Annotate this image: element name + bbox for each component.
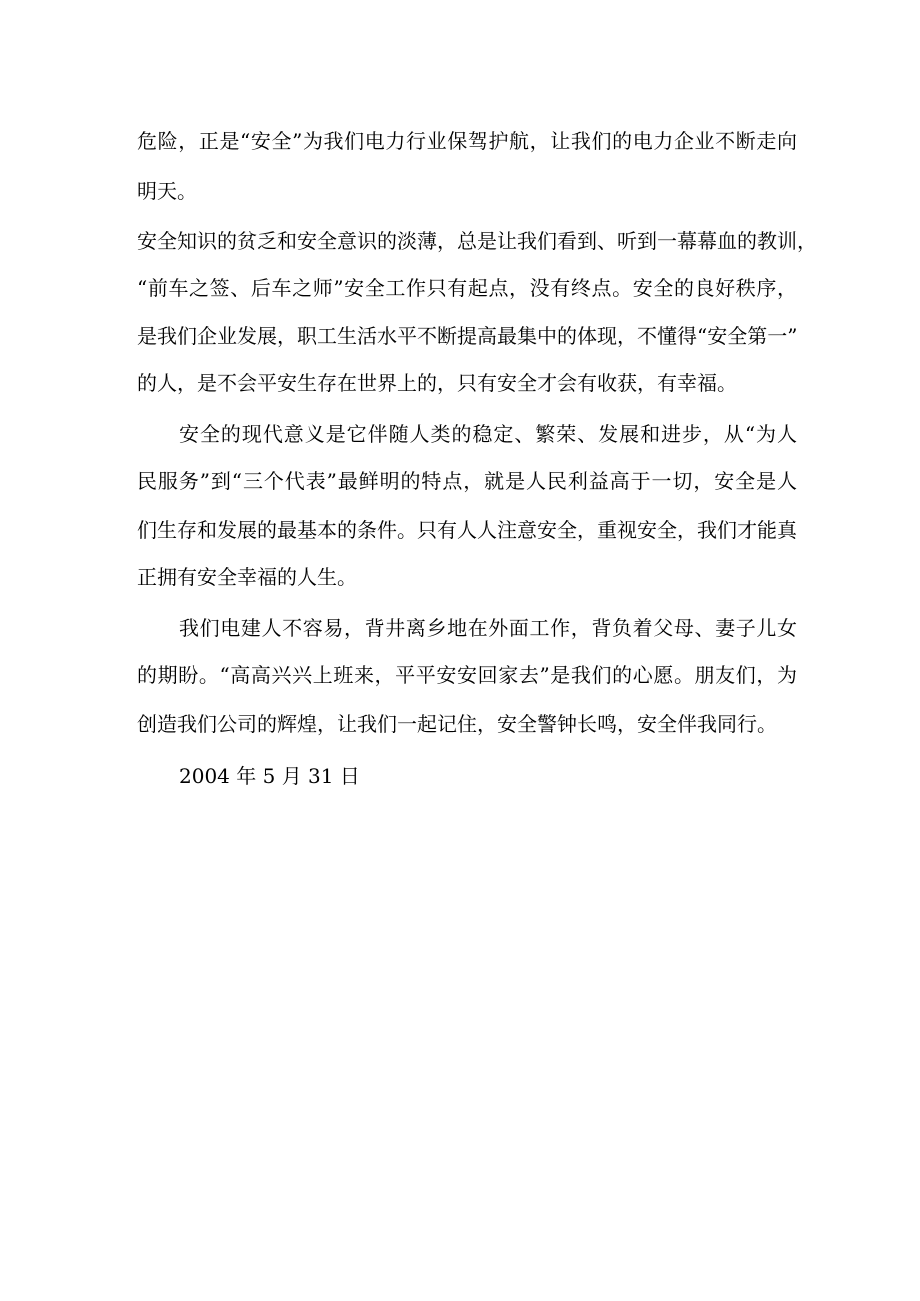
- paragraph-4-line-2: 的期盼。“高高兴兴上班来，平平安安回家去”是我们的心愿。朋友们，为: [137, 663, 797, 687]
- paragraph-2-line-1: 安全知识的贫乏和安全意识的淡薄，总是让我们看到、听到一幕幕血的教训，: [137, 229, 817, 253]
- paragraph-3-line-3: 们生存和发展的最基本的条件。只有人人注意安全，重视安全，我们才能真: [137, 518, 797, 542]
- paragraph-2-line-4: 的人，是不会平安生存在世界上的，只有安全才会有收获，有幸福。: [137, 371, 737, 395]
- paragraph-3-line-1: 安全的现代意义是它伴随人类的稳定、繁荣、发展和进步，从“为人: [179, 422, 797, 446]
- document-date: 2004 年 5 月 31 日: [179, 764, 360, 788]
- paragraph-3-line-2: 民服务”到“三个代表”最鲜明的特点，就是人民利益高于一切，安全是人: [137, 469, 797, 493]
- paragraph-2-line-2: “前车之签、后车之师”安全工作只有起点，没有终点。安全的良好秩序，: [137, 276, 797, 300]
- paragraph-4-line-1: 我们电建人不容易，背井离乡地在外面工作，背负着父母、妻子儿女: [179, 616, 797, 640]
- paragraph-1-line-2: 明天。: [137, 179, 197, 203]
- paragraph-4-line-3: 创造我们公司的辉煌，让我们一起记住，安全警钟长鸣，安全伴我同行。: [137, 712, 777, 736]
- paragraph-1-line-1: 危险，正是“安全”为我们电力行业保驾护航，让我们的电力企业不断走向: [137, 129, 797, 153]
- paragraph-2-line-3: 是我们企业发展，职工生活水平不断提高最集中的体现，不懂得“安全第一”: [137, 324, 798, 348]
- paragraph-3-line-4: 正拥有安全幸福的人生。: [137, 565, 357, 589]
